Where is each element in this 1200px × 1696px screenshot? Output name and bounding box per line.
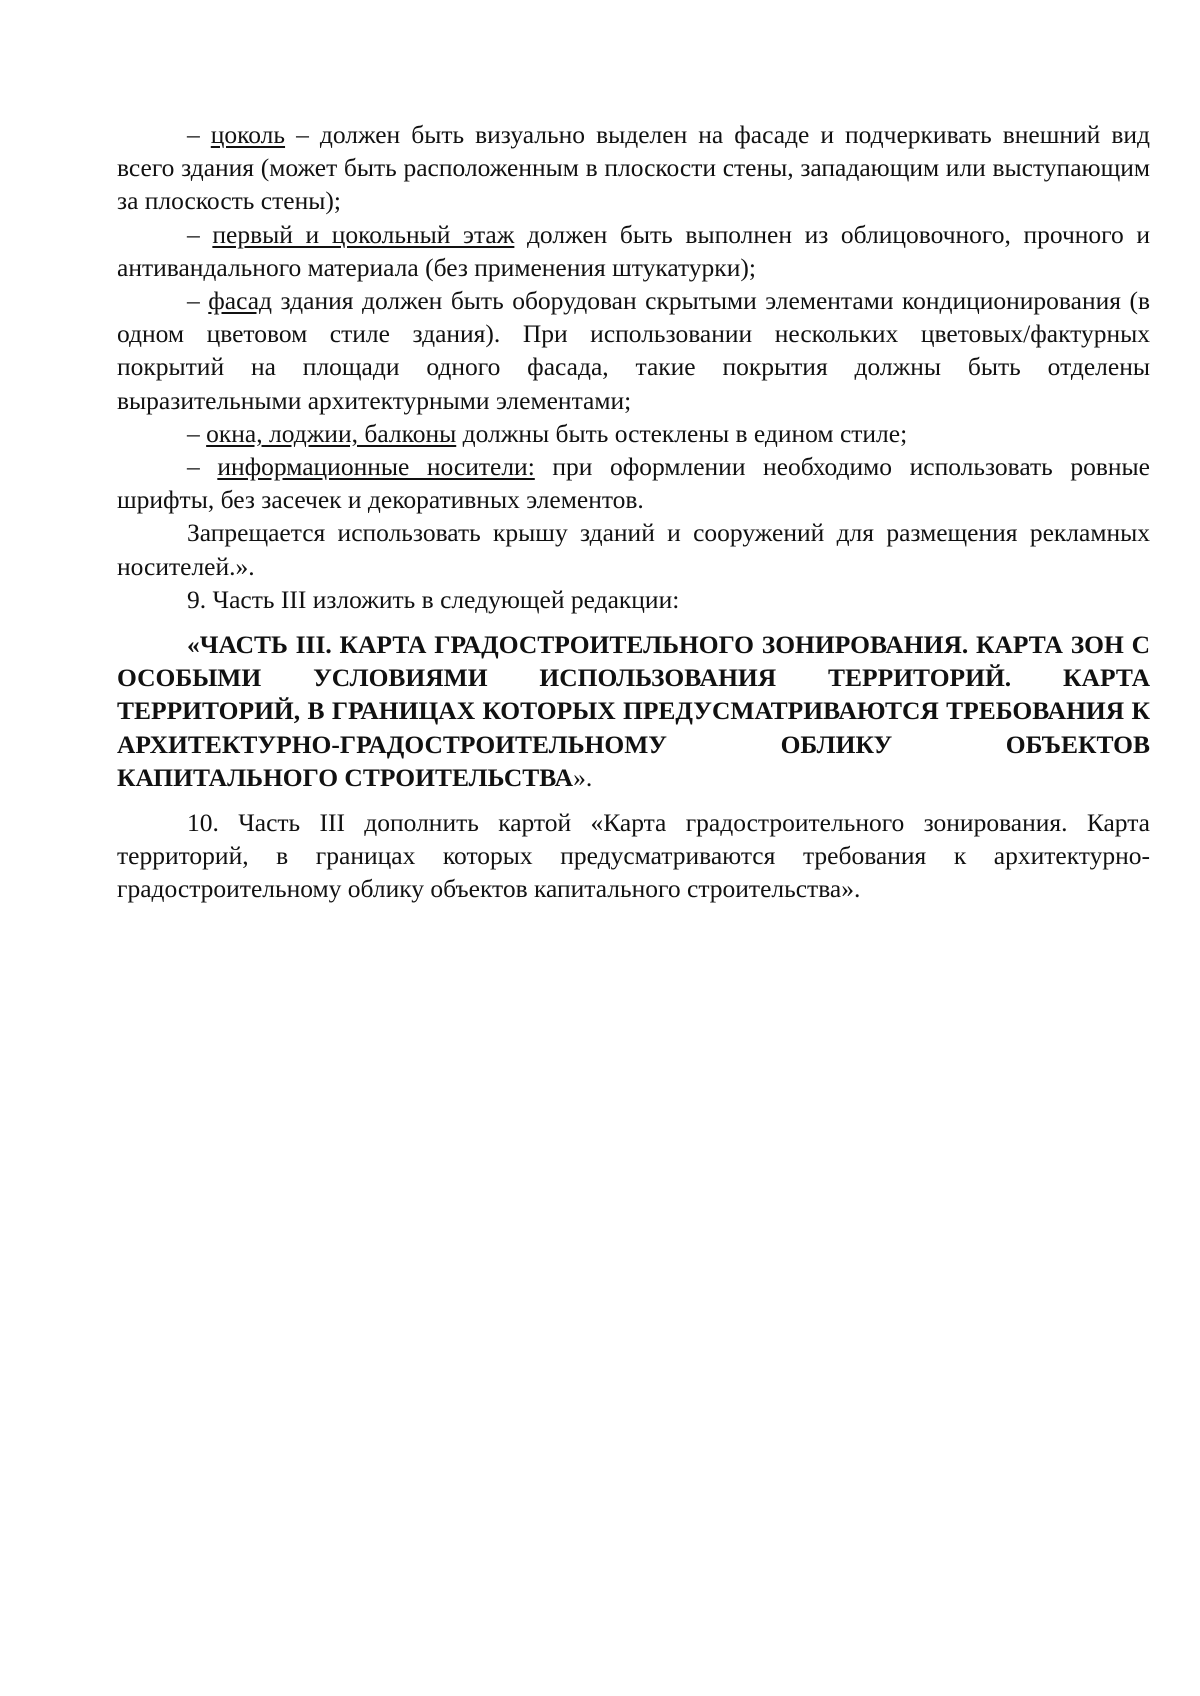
item-9: 9. Часть III изложить в следующей редакции:: [187, 584, 680, 614]
bullet-term: цоколь: [210, 120, 286, 149]
bullet-plinth: [117, 118, 1150, 218]
document-page: [117, 118, 1150, 906]
bullet-dash: –: [187, 286, 209, 316]
heading-text: «ЧАСТЬ III. КАРТА ГРАДОСТРОИТЕЛЬНОГО ЗОНИРОВАНИЯ. КАРТА ЗОН С ОСОБЫМИ УСЛОВИЯМИ ИСПОЛЬЗОВАНИЯ ТЕРРИТОРИЙ. КАРТА ТЕРРИТОРИЙ, В ГРАНИЦАХ КОТОРЫХ ПРЕДУСМАТРИВАЮТСЯ ТРЕБОВАНИЯ К АРХИТЕКТУРНО-ГРАДОСТРОИТЕЛЬНОМУ ОБЛИКУ ОБЪЕКТОВ КАПИТАЛЬНОГО СТРОИТЕЛЬСТВА: [117, 630, 1150, 792]
bullet-dash: –: [187, 219, 213, 249]
prohibition-paragraph: Запрещается использовать крышу зданий и сооружений для размещения рекламных носителей.».: [117, 518, 1150, 581]
bullet-text: здания должен быть оборудован скрытыми элементами кондиционирования (в одном цветовом стиле здания). При использовании нескольких цветовых/фактурных покрытий на площади одного фасада, такие покрытия должны быть отделены выразительными архитектурными элементами;: [117, 286, 1151, 415]
bullet-text: – должен быть визуально выделен на фасаде и подчеркивать внешний вид всего здания (может быть расположенным в плоскости стены, западающим или выступающим за плоскость стены);: [117, 120, 1150, 216]
bullet-info-carriers: [117, 450, 1150, 516]
bullet-text: должен быть выполнен из облицовочного, прочного и антивандального материала (без применения штукатурки);: [117, 219, 1150, 282]
heading-close: ».: [573, 762, 593, 792]
bullet-facade: [117, 284, 1150, 417]
bullet-dash: –: [187, 452, 218, 482]
bullet-term: фасад: [208, 286, 273, 316]
item-10: 10. Часть III дополнить картой «Карта градостроительного зонирования. Карта территорий, в границах которых предусматриваются требования к архитектурно-градостроительному облику объектов капитального строительства».: [117, 808, 1150, 904]
part-iii-heading: [117, 628, 1150, 794]
bullet-ground-floor: [117, 218, 1150, 284]
bullet-dash: –: [187, 120, 211, 149]
bullet-windows: [117, 417, 1150, 450]
bullet-term: первый и цокольный этаж: [212, 219, 515, 249]
bullet-dash: –: [187, 418, 207, 448]
bullet-term: информационные носители:: [217, 452, 535, 482]
bullet-text: должны быть остеклены в едином стиле;: [456, 418, 908, 448]
bullet-term: окна, лоджии, балконы: [206, 418, 457, 448]
bullet-text: при оформлении необходимо использовать ровные шрифты, без засечек и декоративных элементов.: [117, 452, 1150, 515]
